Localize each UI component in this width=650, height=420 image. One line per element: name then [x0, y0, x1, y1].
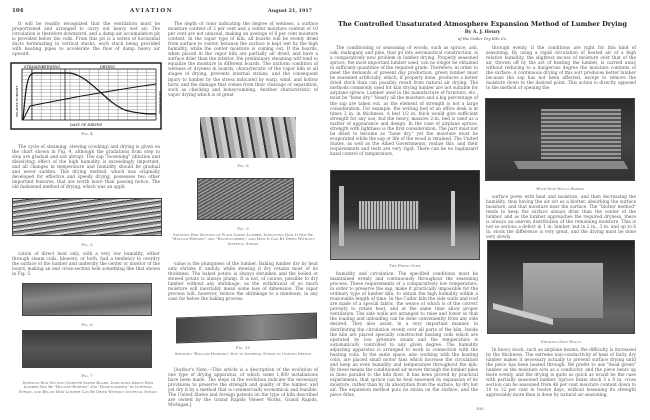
fig7-photo: [22, 330, 152, 368]
fig10-photo: [176, 313, 317, 344]
page-number-right: 105: [476, 406, 484, 411]
fig5-label: Fig. 5: [81, 242, 93, 247]
fig9-photo: [197, 178, 294, 220]
chart-label-steaming: STEAMING: [24, 65, 45, 69]
fig10-label: Fig. 10: [236, 345, 250, 350]
fig8-label: Fig. 8: [237, 163, 249, 168]
fig7-label: Fig. 7: [81, 373, 93, 378]
chart-ylabel-right: TEMPERATURE: [158, 90, 162, 114]
chart-label-stewing: STEWING: [42, 65, 61, 69]
fig6-photo: [22, 283, 152, 316]
fig4-drying-chart: [10, 62, 162, 130]
magazine-title: AVIATION: [130, 8, 174, 14]
issue-date: August 21, 1917: [268, 8, 313, 14]
right-col2-top-text: through evenly, if the conditions are right for this kind of seasoning. By using a rapid circulation of heated air of a high relative humidity, the slightest excess of moisture over that of the air, thrown off by the act of heating the lumber, is carried away without reducing to a dangerous degree the moisture contents of the surface. A continuous drying of this sort produces better lumber because the sap has not been affected, except to remove the moisture down to the desired point. This action is directly opposed to the method of opening the: [486, 46, 636, 92]
page-number-left: 104: [12, 8, 24, 14]
fig5-photo: [12, 198, 162, 236]
front-view-photo: [330, 170, 480, 260]
fig7-caption: Showing End Section Quarter Sawed Board, Indicating Above How Lumber May Be "Hollow-Horned" and "Honeycombed" by Internal Strain, and Below How Lumber Can Be Dried Without Internal Strain: [19, 381, 157, 394]
fig8-photo: [200, 117, 296, 158]
left-col2-mid-text: value is the plumpness of the lumber. Baking lumber dry by heat only shrinks it unduly, while stewing it dry retains most of its thickness. The baked potato is always shrunken and the boiled or stewed potato is always plump. It is not, of course, possible to dry lumber without any shrinkage, as the withdrawal of so much moisture will inevitably mean some loss of dimension. The vapor process will, however, reduce the shrinkage to a minimum, in any case far below the baking process.: [168, 262, 318, 303]
article-byline: By A. J. Henry: [464, 30, 501, 35]
fig10-caption: Showing "Hollow-Horning" Due to Internal Strain in Uneven Drying: [174, 352, 312, 356]
authors-note: [Author's Note.—This article is a description of the evolution of one type of drying apparatus, of which some 1,800 installations have been made. The steps in the evolution indicate the necessary provisions to preserve the strength and quality of the lumber, and yet dry it by a method that is commercially economical and feasible. The United States and foreign patents on the type of kiln described are owned by the Grand Rapids Veneer Works, Grand Rapids, Michigan.]: [168, 368, 318, 409]
right-col1-top-text: The conditioning or seasoning of woods, such as spruce, ash, oak, mahogany and pine, that go into aeronautical construction, is a comparatively new problem in lumber drying. Properly seasoned spruce, the most important lumber used, can no longer be obtained in sufficient quantities of the required grade. Therefore, in order to meet the demands of present day production, green lumber must be seasoned artificially, which, if properly done, produces a better dried stock than can possibly result from natural air drying. The methods commonly used for kiln drying lumber are not suitable for airplane spruce. Lumber used in the manufacture of furniture, etc., must be "bone dry." Nearly all the moisture and a big percentage of the sap are taken out, as the element of strength is not a large consideration. For example, the writing bed of an office desk is at times 2 in. in thickness. A bed 1/2 in. thick would give sufficient strength for any use, but the heavy, massive 2-in. bed is used as a matter of appearance and design. In the case of airplane spruce, strength with lightness is the first consideration. The part must not be dried to become as "bone dry," yet the moisture must be evaporated while the sap or life of the wood is retained. The United States, as well as the Allied Governments, realize this, and their requirements and tests are very rigid. There can be no haphazard hand control of temperature,: [330, 46, 478, 157]
article-company: of the Cutler Dry Kiln Co.: [457, 36, 508, 41]
side-walls-raised-caption: With Side Walls Raised: [536, 186, 584, 191]
fig6-label: Fig. 6: [81, 322, 93, 327]
chart-label-drying: DRYING: [100, 65, 115, 69]
right-col1-low-text: humidity and circulation. The specified conditions must be maintained evenly and continuously throughout the seasoning process. These requirements of a comparatively low temperature, in order to preserve the sap, make it practically impossible for the ordinary type of lumber kiln, to obtain the high humidity within a reasonable length of time. In the Cutler kiln the side walls and roof are made of a special fabric, the weave of which is of the correct porosity to retain heat, and at the same time allow proper ventilation. The side walls are arranged to raise and lower so that the loading and unloading can be done conveniently from any side desired. They also assist, in a very important manner, in distributing the circulation evenly over all parts of the kiln. Inside the kiln are placed specially constructed heating coils which are operated by low pressure steam and the temperature is automatically controlled to any given degree. The humidity adjusting apparatus is arranged to work in connection with the heating coils. In the same space, also working with the heating coils, are placed small motor fans which increase the circulation and keep an even humidity and temperature throughout the kiln. By these means the conditioned air moves through the lumber piles in lines parallel to the kiln floor. It has been proved by practical experiments, that spruce can be best seasoned by expansion of its moisture, rather than by its absorption from the surface, by dry hot air. The expansion method puts no strain on the surface, and the piece dries: [330, 272, 478, 399]
fig4-label: Fig. 4: [81, 131, 93, 136]
right-col2-low-text: In heavy stock, such as airplane beams, the difficulty is increased by the thickness. The extreme non-conductivity of heat of fairly dry lumber makes it necessary actually to prevent surface drying until the piece has been heated through. We prefer to use "dead green" lumber as the moisture acts as a conductor, and the piece heats up more evenly, and the drying is quite as quick as would be the case with partially seasoned lumber. Spruce beam stock 3 x 8 in. cross section can be seasoned from 48 per cent moisture content down to 10 to 12 per cent in twelve days, without lessening its strength appreciably more than is done by natural air seasoning.: [486, 348, 636, 399]
article-title: The Controlled Unsaturated Atmosphere Expansion Method of Lumber Drying: [337, 20, 628, 28]
left-col1-top-text: It will be readily recognized that the ventilation must be proportioned and arranged to carry out heavy wet air. The circulation is therefore downward, and a damp air accumulation pit is provided below the coils. From this pit is a series of horizontal ducts terminating in vertical stacks, each stack being provided with heating pipes to accelerate the flow of damp heavy air upward.: [12, 22, 160, 58]
left-col2-top-text: The depth of color indicating the degree of wetness, a surface moisture content of 2 per cent and a center moisture content of 10 per cent are not unusual, making an average of 6 per cent moisture content. In the vapor type of kiln, all boards will be evenly dried from surface to center, because the surface is kept wet by the high humidity, while the center moisture is coming out. If the boards, when placed in the vapor kiln are partially air dried, and have a surface drier than the interior, the preliminary steaming will tend to equalize the moisture in different boards. The uniform condition of wetness or dryness in boards, characteristic of the vapor kiln at all stages of drying, prevents internal strains, and the consequent injury to lumber by the stress indicated by warp, wind, and hollow horn, and the damage that comes from their cleavage or separation, such as checking and honeycombing. Another characteristic of vapor drying which is of great: [168, 22, 318, 98]
side-walls-caption: Showing Side Walls: [540, 339, 582, 344]
left-col1-low-text: cation of direct heat only, with a very low humidity, either through steam coils, blowers, or both, had a tendency to overdry the surface of the lumber and underdry the center or interior of the board, making an end cross-section look something like that shown in Fig. 5.: [12, 252, 160, 278]
chart-ylabel-left: RELATIVE HUMIDITY: [15, 85, 19, 117]
fig9-label: Fig. 9: [237, 226, 249, 231]
left-col1-mid-text: The cycle of steaming, stewing (cooking) and drying is given on the chart shown in Fig. 4, although the gradations from step to step are gradual and not abrupt. The sap "loosening" (dilution and dissolving) effect of the high humidity is exceedingly important, and all changes in temperature and humidity should be gradual and never sudden. This drying method, which was originally developed for effective and speedy drying, possesses two other important features, that are worth more than passing notice. The old fashioned method of drying, which was an appli-: [12, 145, 160, 191]
side-walls-photo: [487, 240, 635, 334]
right-col2-mid-text: surface pores with heat and moisture, and then decreasing the humidity, thus having the air act as a blotter, absorbing the surface moisture, and that moisture near the surface. The "blotter method" tends to keep the surface always drier than the center of the lumber, and as the lumber approaches the required dryness, there is always an uneven distribution of the remaining moisture. This is not so serious a defect in 1 in. lumber, but in 2 in., 3 in. and up to 6 in. stock the difference is very great, and the drying must be done very slowly.: [486, 195, 636, 241]
fig9-caption: Showing End Section of Plain Sawed Lumber, Indicating How It May Be "Hollow-Horned" and "Honeycombed," and How It Can Be Dried Without Internal Strain: [171, 233, 315, 246]
front-view-caption: The Front View: [389, 263, 421, 268]
side-walls-raised-photo: [485, 98, 635, 181]
chart-xlabel: DAYS OF DRYING: [70, 123, 103, 127]
